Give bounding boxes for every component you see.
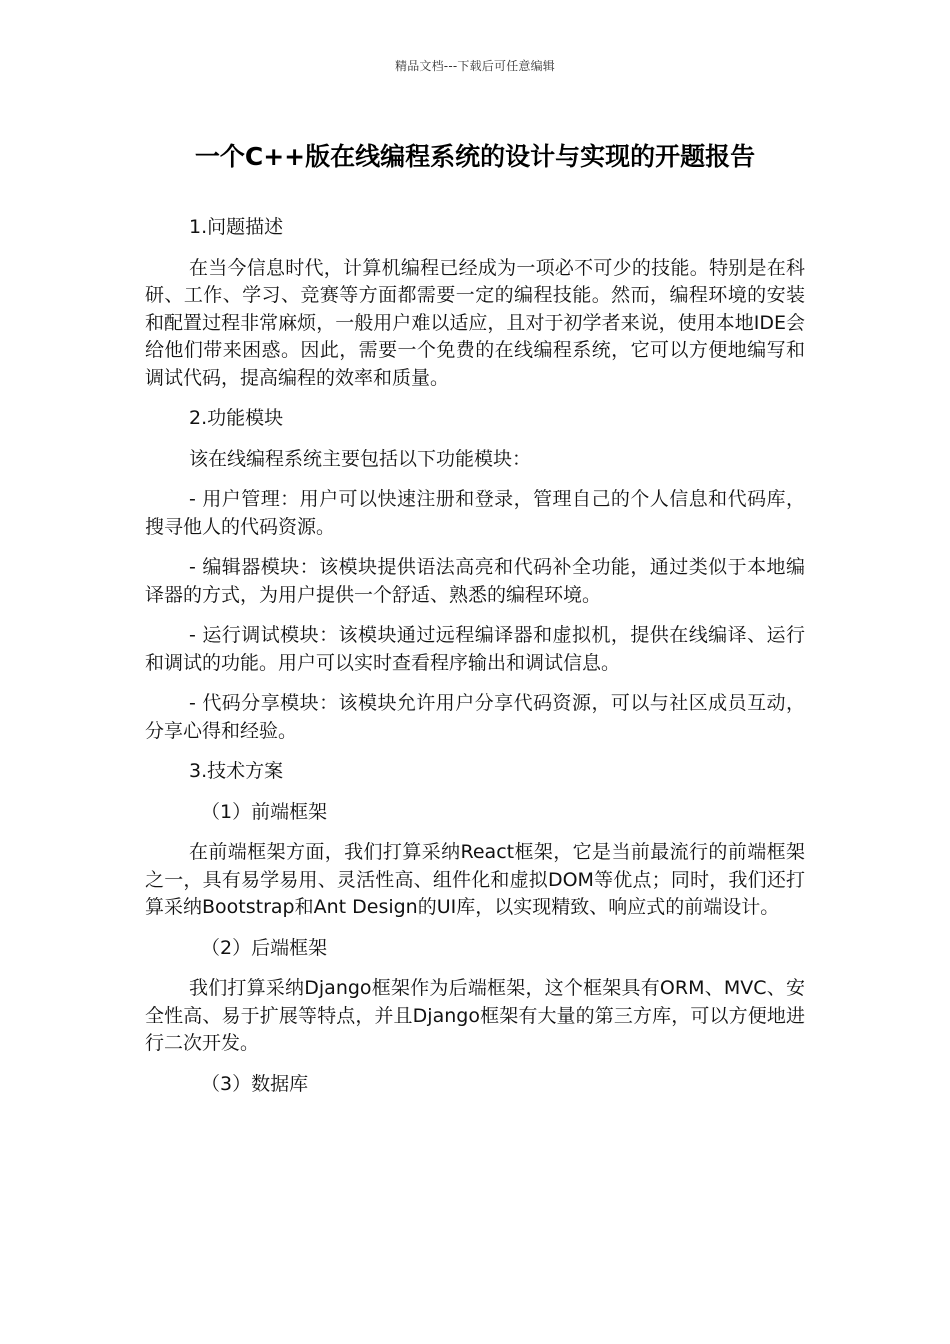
document-title: 一个C++版在线编程系统的设计与实现的开题报告 (194, 142, 756, 171)
section-heading-modules: 2.功能模块 (189, 407, 284, 429)
subheading-frontend: （1）前端框架 (201, 800, 328, 823)
list-item-user-management: - 用户管理：用户可以快速注册和登录，管理自己的个人信息和代码库，搜寻他人的代码资源。 (145, 488, 805, 538)
list-item-run-debug-module: - 运行调试模块：该模块通过远程编译器和虚拟机，提供在线编译、运行和调试的功能。用户可以实时查看程序输出和调试信息。 (145, 624, 805, 674)
list-item-code-sharing-module: - 代码分享模块：该模块允许用户分享代码资源，可以与社区成员互动，分享心得和经验。 (145, 692, 805, 742)
subheading-database: （3）数据库 (201, 1072, 309, 1095)
section-heading-problem: 1.问题描述 (189, 216, 284, 238)
paragraph-problem-description: 在当今信息时代，计算机编程已经成为一项必不可少的技能。特别是在科研、工作、学习、竞赛等方面都需要一定的编程技能。然而，编程环境的安装和配置过程非常麻烦，一般用户难以适应，且对于初学者来说，使用本地IDE会给他们带来困惑。因此，需要一个免费的在线编程系统，它可以方便地编写和调试代码，提高编程的效率和质量。 (145, 256, 805, 389)
page-header-note: 精品文档---下载后可任意编辑 (395, 59, 555, 73)
list-item-editor-module: - 编辑器模块：该模块提供语法高亮和代码补全功能，通过类似于本地编译器的方式，为用户提供一个舒适、熟悉的编程环境。 (145, 556, 805, 606)
document-body (145, 214, 805, 1111)
paragraph-modules-intro: 该在线编程系统主要包括以下功能模块： (189, 447, 532, 470)
paragraph-backend: 我们打算采纳Django框架作为后端框架，这个框架具有ORM、MVC、安全性高、易于扩展等特点，并且Django框架有大量的第三方库，可以方便地进行二次开发。 (145, 977, 805, 1054)
section-heading-tech: 3.技术方案 (189, 760, 284, 782)
subheading-backend: （2）后端框架 (201, 936, 328, 959)
paragraph-frontend: 在前端框架方面，我们打算采纳React框架，它是当前最流行的前端框架之一，具有易学易用、灵活性高、组件化和虚拟DOM等优点；同时，我们还打算采纳Bootstrap和Ant Design的UI库，以实现精致、响应式的前端设计。 (145, 841, 805, 918)
